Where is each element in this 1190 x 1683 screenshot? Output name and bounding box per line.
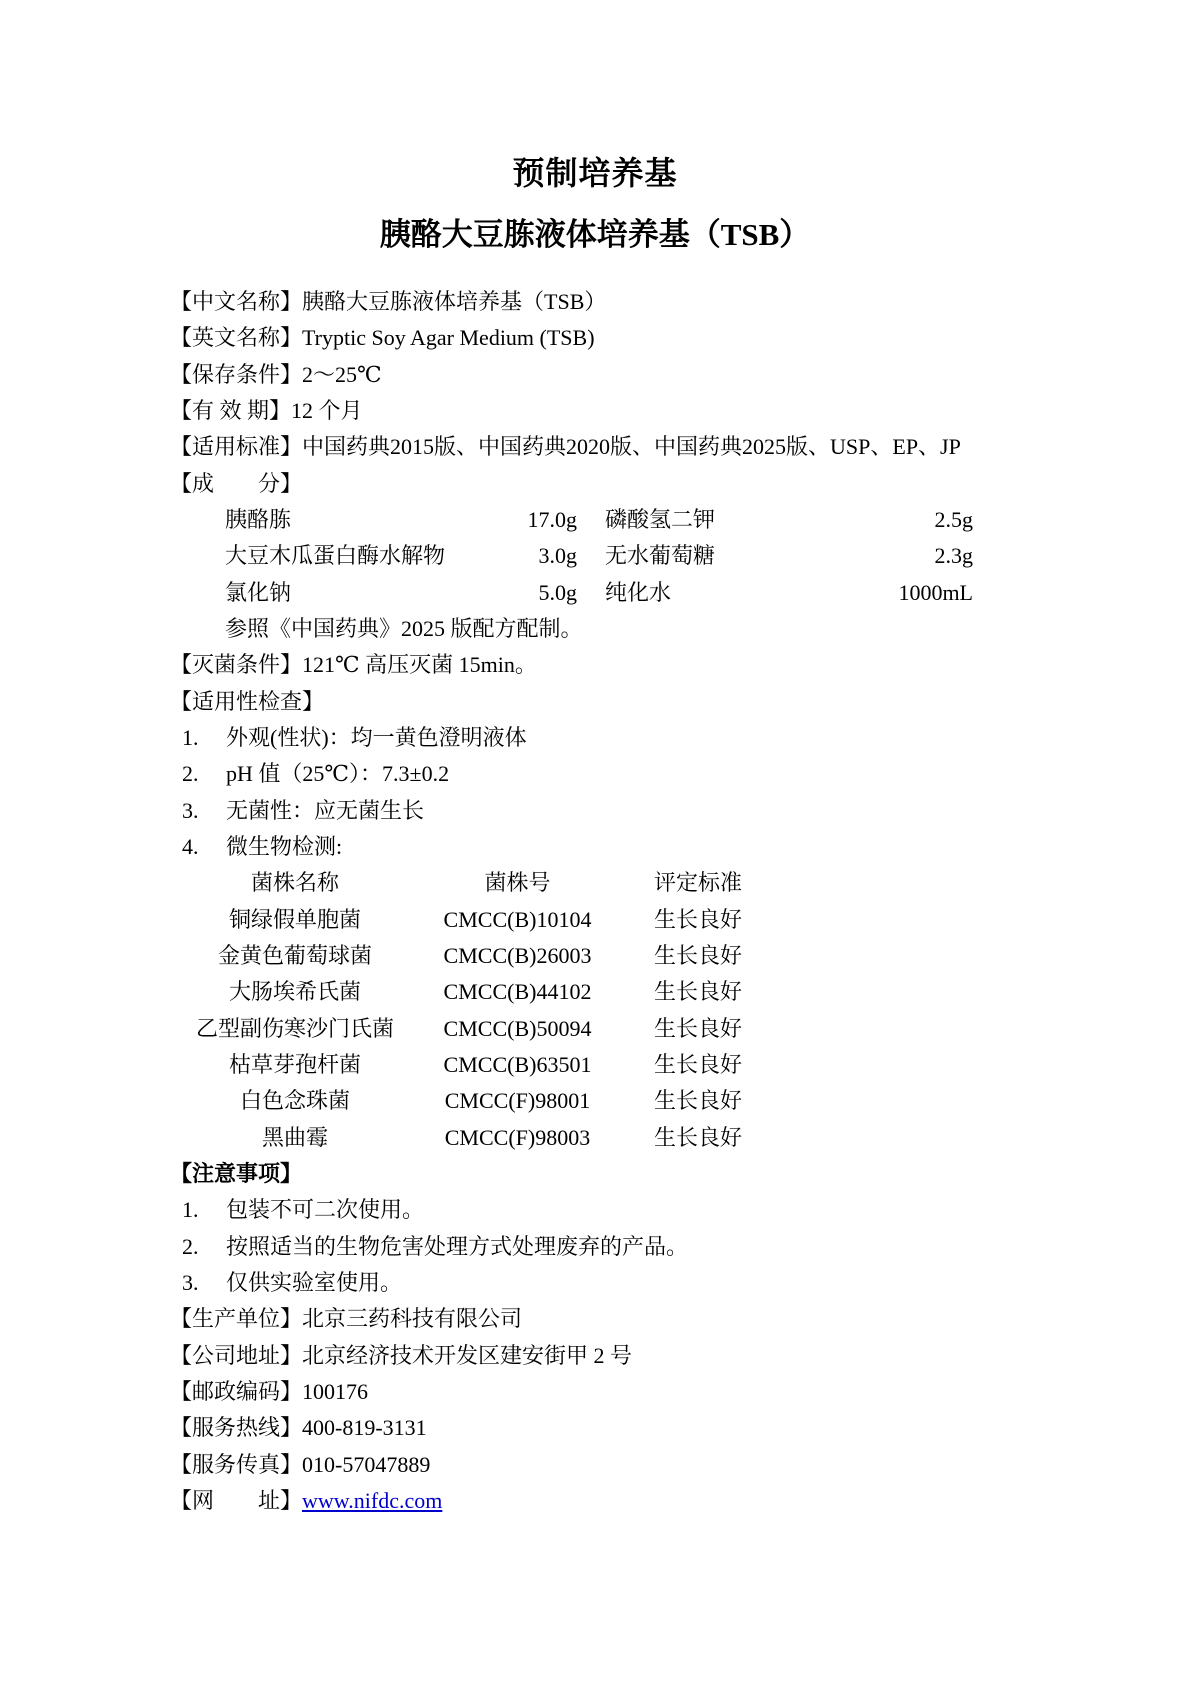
item-number: 3. <box>182 797 199 823</box>
precaution-item <box>170 1192 1030 1228</box>
field-value: 121℃ 高压灭菌 15min。 <box>302 652 537 678</box>
field-postal-code <box>170 1374 1030 1410</box>
item-text: 按照适当的生物危害处理方式处理废弃的产品。 <box>226 1233 689 1259</box>
field-shelf-life <box>170 393 1030 429</box>
strain-name: 乙型副伤寒沙门氏菌 <box>195 1015 394 1041</box>
strain-number: CMCC(B)10104 <box>443 906 592 932</box>
field-label: 【服务热线】 <box>170 1415 303 1441</box>
field-website <box>170 1483 1030 1519</box>
table-row <box>170 1047 1030 1083</box>
field-label: 【有 效 期】 <box>170 397 292 423</box>
ingredient-amount: 2.5g <box>934 506 973 532</box>
document-body <box>170 284 1030 1519</box>
strain-result: 生长良好 <box>653 1051 742 1077</box>
field-service-fax <box>170 1447 1030 1483</box>
ingredient-amount: 2.3g <box>934 543 973 569</box>
field-label: 【网 址】 <box>170 1487 303 1513</box>
precaution-item <box>170 1265 1030 1301</box>
item-text: 微生物检测: <box>226 833 343 859</box>
table-row <box>170 974 1030 1010</box>
ingredient-name: 无水葡萄糖 <box>605 543 716 569</box>
table-row <box>170 1120 1030 1156</box>
strain-name: 铜绿假单胞菌 <box>228 906 361 932</box>
item-text: 无菌性：应无菌生长 <box>226 797 425 823</box>
strain-number: CMCC(B)50094 <box>443 1015 592 1041</box>
field-value: 北京三药科技有限公司 <box>302 1306 523 1332</box>
ingredient-name: 纯化水 <box>605 579 672 605</box>
composition-row <box>170 575 1030 611</box>
field-sterilization <box>170 647 1030 683</box>
item-text: pH 值（25℃）：7.3±0.2 <box>226 761 450 787</box>
field-label: 【灭菌条件】 <box>170 652 303 678</box>
table-row <box>170 1083 1030 1119</box>
table-row <box>170 938 1030 974</box>
field-label: 【邮政编码】 <box>170 1378 303 1404</box>
field-value: 400-819-3131 <box>302 1415 427 1441</box>
field-value: 010-57047889 <box>302 1451 431 1477</box>
field-value: 12 个月 <box>291 397 363 423</box>
ingredient-amount: 5.0g <box>538 579 577 605</box>
ingredient-name: 胰酪胨 <box>225 506 292 532</box>
item-number: 1. <box>182 724 199 750</box>
field-storage-condition <box>170 357 1030 393</box>
composition-row <box>170 538 1030 574</box>
field-service-hotline <box>170 1410 1030 1446</box>
field-english-name <box>170 320 1030 356</box>
composition-note: 参照《中国药典》2025 版配方配制。 <box>225 615 583 641</box>
field-label: 【英文名称】 <box>170 325 303 351</box>
item-number: 1. <box>182 1197 199 1223</box>
ingredient-name: 磷酸氢二钾 <box>605 506 716 532</box>
precautions-heading: 【注意事项】 <box>170 1160 303 1186</box>
ingredient-name: 大豆木瓜蛋白酶水解物 <box>225 543 446 569</box>
item-number: 2. <box>182 1233 199 1259</box>
field-label: 【保存条件】 <box>170 361 303 387</box>
ingredient-amount: 17.0g <box>527 506 577 532</box>
field-composition-heading <box>170 466 1030 502</box>
column-header: 菌株号 <box>484 870 551 896</box>
field-value: Tryptic Soy Agar Medium (TSB) <box>302 325 595 351</box>
precaution-item <box>170 1229 1030 1265</box>
field-label: 【生产单位】 <box>170 1306 303 1332</box>
field-label: 【中文名称】 <box>170 289 303 314</box>
item-number: 4. <box>182 833 199 859</box>
composition-row <box>170 502 1030 538</box>
suitability-heading: 【适用性检查】 <box>170 688 325 714</box>
field-applicable-standards <box>170 429 1030 465</box>
suitability-item <box>170 720 1030 756</box>
field-value: 2～25℃ <box>302 361 382 387</box>
ingredient-name: 氯化钠 <box>225 579 292 605</box>
column-header: 评定标准 <box>653 870 742 896</box>
field-manufacturer <box>170 1301 1030 1337</box>
document-subtitle: 胰酪大豆胨液体培养基（TSB） <box>379 217 811 252</box>
strain-number: CMCC(F)98003 <box>444 1124 591 1150</box>
strain-result: 生长良好 <box>653 1124 742 1150</box>
strain-number: CMCC(B)44102 <box>443 979 592 1005</box>
ingredient-amount: 3.0g <box>538 543 577 569</box>
field-value: 胰酪大豆胨液体培养基（TSB） <box>302 289 607 314</box>
field-value: 中国药典2015版、中国药典2020版、中国药典2025版、USP、EP、JP <box>302 434 961 460</box>
strain-result: 生长良好 <box>653 979 742 1005</box>
item-number: 3. <box>182 1269 199 1295</box>
strain-name: 金黄色葡萄球菌 <box>217 942 372 968</box>
field-label: 【公司地址】 <box>170 1342 303 1368</box>
field-chinese-name <box>170 284 1030 320</box>
ingredient-amount: 1000mL <box>898 579 973 605</box>
strain-name: 枯草芽孢杆菌 <box>228 1051 361 1077</box>
item-text: 外观(性状)：均一黄色澄明液体 <box>226 724 527 750</box>
table-row <box>170 1011 1030 1047</box>
strain-name: 黑曲霉 <box>261 1124 328 1150</box>
strain-result: 生长良好 <box>653 1015 742 1041</box>
strain-number: CMCC(B)26003 <box>443 942 592 968</box>
strain-result: 生长良好 <box>653 1088 742 1114</box>
suitability-item <box>170 829 1030 865</box>
document-title: 预制培养基 <box>512 155 678 191</box>
item-text: 仅供实验室使用。 <box>226 1269 403 1295</box>
column-header: 菌株名称 <box>250 870 339 896</box>
website-link[interactable]: www.nifdc.com <box>302 1487 443 1513</box>
table-row <box>170 902 1030 938</box>
field-label: 【成 分】 <box>170 470 303 496</box>
suitability-item <box>170 756 1030 792</box>
field-value: 100176 <box>302 1378 369 1404</box>
field-label: 【服务传真】 <box>170 1451 303 1477</box>
strain-name: 白色念珠菌 <box>239 1088 350 1114</box>
microbe-table-header <box>170 865 1030 901</box>
item-number: 2. <box>182 761 199 787</box>
strain-number: CMCC(B)63501 <box>443 1051 592 1077</box>
strain-name: 大肠埃希氏菌 <box>228 979 361 1005</box>
field-value: 北京经济技术开发区建安街甲 2 号 <box>302 1342 633 1368</box>
suitability-item <box>170 793 1030 829</box>
field-label: 【适用标准】 <box>170 434 303 460</box>
strain-number: CMCC(F)98001 <box>444 1088 591 1114</box>
item-text: 包装不可二次使用。 <box>226 1197 425 1223</box>
strain-result: 生长良好 <box>653 942 742 968</box>
strain-result: 生长良好 <box>653 906 742 932</box>
field-company-address <box>170 1338 1030 1374</box>
